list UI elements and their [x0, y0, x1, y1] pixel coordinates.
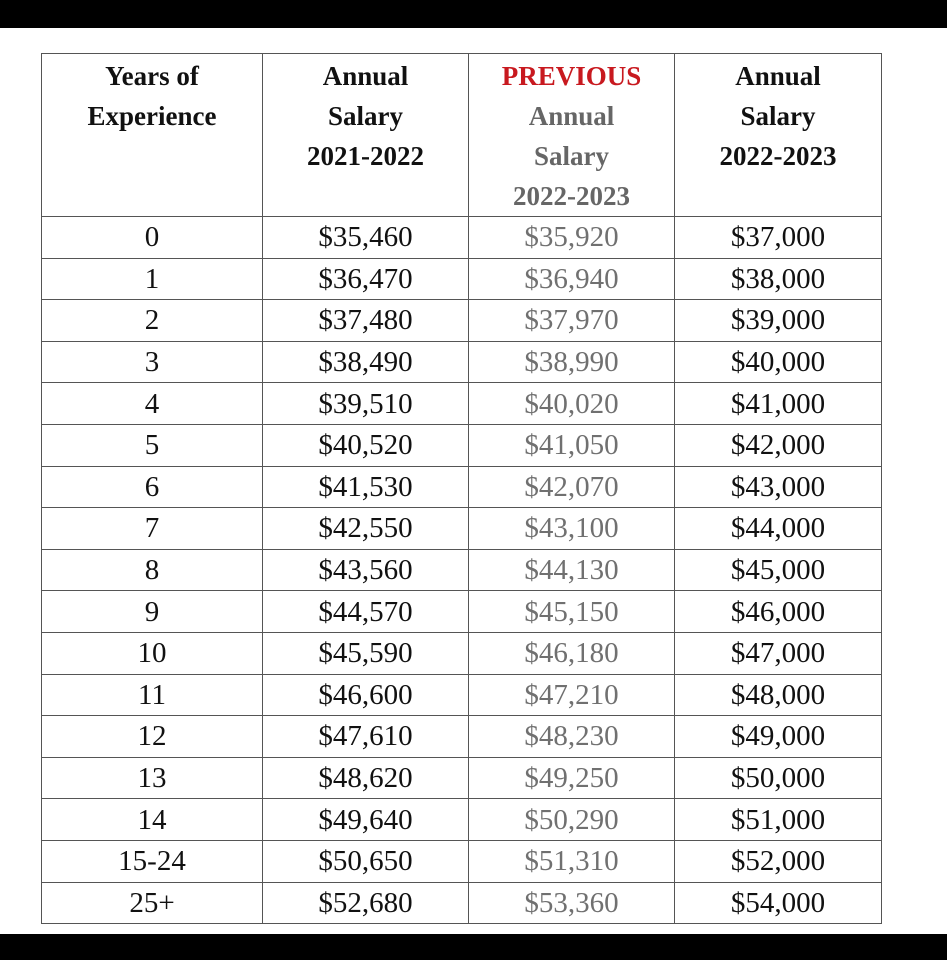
- cell-years: 6: [42, 466, 263, 508]
- cell-years: 12: [42, 716, 263, 758]
- salary-table-container: [41, 53, 881, 924]
- cell-years: 15-24: [42, 840, 263, 882]
- cell-previous-salary-2022-2023: $37,970: [469, 300, 675, 342]
- header-line: Annual: [528, 101, 615, 131]
- cell-salary-2021-2022: $38,490: [263, 341, 469, 383]
- cell-years: 9: [42, 591, 263, 633]
- table-body: [42, 217, 882, 924]
- cell-salary-2021-2022: $46,600: [263, 674, 469, 716]
- table-row: [42, 716, 882, 758]
- cell-previous-salary-2022-2023: $44,130: [469, 549, 675, 591]
- table-row: [42, 591, 882, 633]
- cell-years: 10: [42, 632, 263, 674]
- cell-previous-salary-2022-2023: $50,290: [469, 799, 675, 841]
- cell-salary-2021-2022: $39,510: [263, 383, 469, 425]
- cell-salary-2021-2022: $48,620: [263, 757, 469, 799]
- cell-years: 1: [42, 258, 263, 300]
- header-line: Salary: [327, 101, 403, 131]
- cell-salary-2022-2023: $50,000: [675, 757, 882, 799]
- cell-salary-2022-2023: $48,000: [675, 674, 882, 716]
- cell-salary-2022-2023: $46,000: [675, 591, 882, 633]
- cell-salary-2021-2022: $43,560: [263, 549, 469, 591]
- header-line: Salary: [740, 101, 816, 131]
- table-row: [42, 383, 882, 425]
- cell-salary-2021-2022: $36,470: [263, 258, 469, 300]
- previous-flag: PREVIOUS: [501, 61, 642, 91]
- header-line: 2021-2022: [307, 141, 424, 171]
- top-black-bar: [0, 0, 947, 28]
- cell-previous-salary-2022-2023: $35,920: [469, 217, 675, 259]
- cell-years: 2: [42, 300, 263, 342]
- cell-salary-2022-2023: $52,000: [675, 840, 882, 882]
- table-row: [42, 258, 882, 300]
- cell-salary-2021-2022: $42,550: [263, 508, 469, 550]
- salary-schedule-table: [41, 53, 882, 924]
- cell-previous-salary-2022-2023: $40,020: [469, 383, 675, 425]
- cell-years: 25+: [42, 882, 263, 924]
- header-line: 2022-2023: [513, 181, 630, 211]
- cell-salary-2021-2022: $49,640: [263, 799, 469, 841]
- cell-salary-2022-2023: $54,000: [675, 882, 882, 924]
- cell-salary-2021-2022: $50,650: [263, 840, 469, 882]
- cell-salary-2022-2023: $43,000: [675, 466, 882, 508]
- cell-salary-2021-2022: $35,460: [263, 217, 469, 259]
- cell-salary-2022-2023: $41,000: [675, 383, 882, 425]
- cell-years: 8: [42, 549, 263, 591]
- table-row: [42, 799, 882, 841]
- bottom-black-bar: [0, 934, 947, 960]
- table-row: [42, 882, 882, 924]
- cell-salary-2021-2022: $45,590: [263, 632, 469, 674]
- table-row: [42, 549, 882, 591]
- cell-salary-2022-2023: $45,000: [675, 549, 882, 591]
- cell-salary-2022-2023: $37,000: [675, 217, 882, 259]
- header-salary-2022-2023: [675, 54, 882, 217]
- header-salary-2021-2022: [263, 54, 469, 217]
- table-row: [42, 217, 882, 259]
- cell-salary-2022-2023: $51,000: [675, 799, 882, 841]
- cell-salary-2021-2022: $37,480: [263, 300, 469, 342]
- table-row: [42, 674, 882, 716]
- cell-previous-salary-2022-2023: $36,940: [469, 258, 675, 300]
- cell-salary-2022-2023: $38,000: [675, 258, 882, 300]
- header-years-of-experience: [42, 54, 263, 217]
- cell-previous-salary-2022-2023: $49,250: [469, 757, 675, 799]
- header-line: Salary: [533, 141, 609, 171]
- cell-years: 11: [42, 674, 263, 716]
- cell-years: 7: [42, 508, 263, 550]
- cell-previous-salary-2022-2023: $38,990: [469, 341, 675, 383]
- cell-previous-salary-2022-2023: $45,150: [469, 591, 675, 633]
- cell-salary-2022-2023: $44,000: [675, 508, 882, 550]
- cell-salary-2021-2022: $47,610: [263, 716, 469, 758]
- header-line: Experience: [87, 101, 217, 131]
- cell-salary-2022-2023: $40,000: [675, 341, 882, 383]
- cell-years: 4: [42, 383, 263, 425]
- cell-salary-2021-2022: $41,530: [263, 466, 469, 508]
- cell-salary-2021-2022: $44,570: [263, 591, 469, 633]
- header-line: Annual: [735, 61, 821, 91]
- header-line: Years of: [105, 61, 199, 91]
- cell-salary-2021-2022: $52,680: [263, 882, 469, 924]
- table-row: [42, 424, 882, 466]
- table-row: [42, 341, 882, 383]
- cell-previous-salary-2022-2023: $42,070: [469, 466, 675, 508]
- header-previous-salary-2022-2023: [469, 54, 675, 217]
- header-line: 2022-2023: [719, 141, 837, 171]
- table-row: [42, 840, 882, 882]
- cell-years: 5: [42, 424, 263, 466]
- cell-previous-salary-2022-2023: $47,210: [469, 674, 675, 716]
- cell-salary-2022-2023: $39,000: [675, 300, 882, 342]
- cell-previous-salary-2022-2023: $41,050: [469, 424, 675, 466]
- cell-years: 14: [42, 799, 263, 841]
- cell-salary-2022-2023: $47,000: [675, 632, 882, 674]
- table-row: [42, 757, 882, 799]
- header-row: [42, 54, 882, 217]
- header-line: Annual: [322, 61, 409, 91]
- table-row: [42, 300, 882, 342]
- table-row: [42, 508, 882, 550]
- table-row: [42, 466, 882, 508]
- cell-previous-salary-2022-2023: $51,310: [469, 840, 675, 882]
- cell-previous-salary-2022-2023: $48,230: [469, 716, 675, 758]
- cell-salary-2022-2023: $42,000: [675, 424, 882, 466]
- cell-years: 0: [42, 217, 263, 259]
- cell-years: 3: [42, 341, 263, 383]
- cell-salary-2022-2023: $49,000: [675, 716, 882, 758]
- table-header: [42, 54, 882, 217]
- cell-previous-salary-2022-2023: $43,100: [469, 508, 675, 550]
- cell-years: 13: [42, 757, 263, 799]
- table-row: [42, 632, 882, 674]
- cell-previous-salary-2022-2023: $53,360: [469, 882, 675, 924]
- cell-previous-salary-2022-2023: $46,180: [469, 632, 675, 674]
- cell-salary-2021-2022: $40,520: [263, 424, 469, 466]
